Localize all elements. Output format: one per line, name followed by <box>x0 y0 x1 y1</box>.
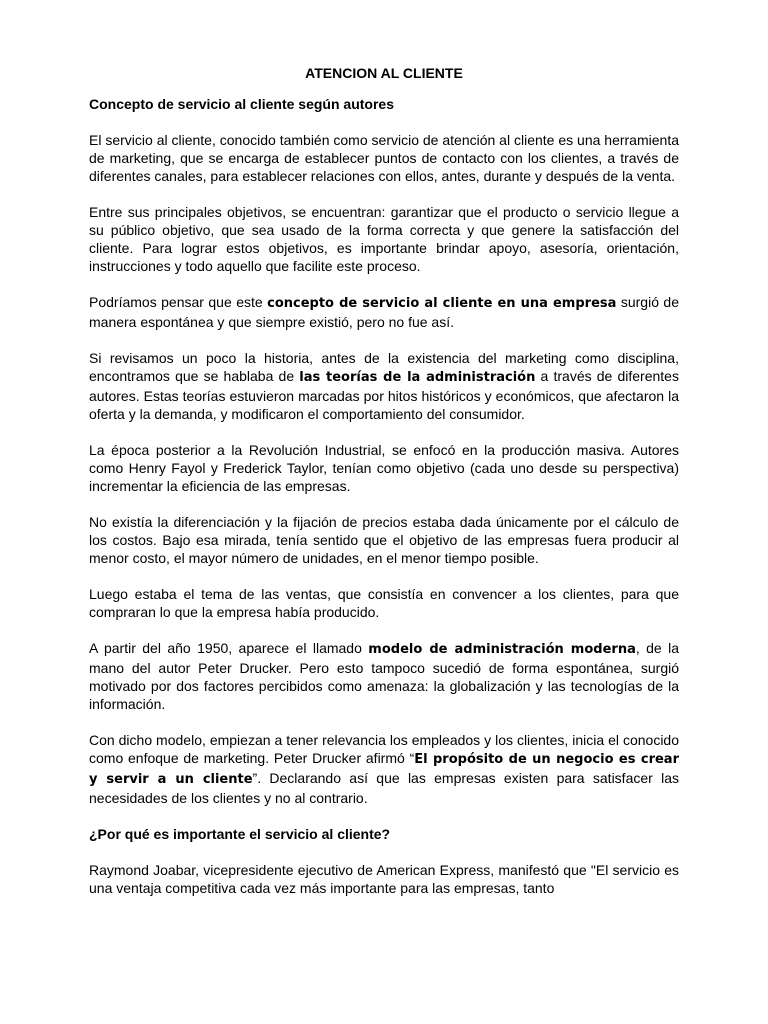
paragraph-4-text-a: Si revisamos un poco la historia, antes de la existencia del marketing como disciplina, encontramos que se hablaba de <box>89 350 679 384</box>
paragraph-2: Entre sus principales objetivos, se encuentran: garantizar que el producto o servicio llegue a su público objetivo, que sea usado de la forma correcta y que genere la satisfacción del cliente. Para lograr estos objetivos, es importante brindar apoyo, asesoría, orientación, instrucciones y todo aquello que facilite este proceso. <box>89 204 679 274</box>
paragraph-8-text-a: A partir del año 1950, aparece el llamado <box>89 640 369 656</box>
section-heading-importancia: ¿Por qué es importante el servicio al cliente? <box>89 826 391 842</box>
paragraph-9 <box>89 731 679 807</box>
paragraph-3 <box>89 293 679 331</box>
paragraph-9-text-c: ”. Declarando así que las empresas existen para satisfacer las necesidades de los clientes y no al contrario. <box>89 770 680 806</box>
document-title: ATENCION AL CLIENTE <box>305 65 463 81</box>
paragraph-8 <box>89 639 679 713</box>
paragraph-9-text-a: Con dicho modelo, empiezan a tener relevancia los empleados y los clientes, inicia el conocido como enfoque de marketing. Peter Drucker afirmó “ <box>89 732 679 766</box>
paragraph-4-text-c: a través de diferentes autores. Estas teorías estuvieron marcadas por hitos históricos y económicos, que afectaron la oferta y la demanda, y modificaron el comportamiento del consumidor. <box>89 368 679 422</box>
paragraph-4-bold: las teorías de la administración <box>299 370 536 385</box>
paragraph-6: No existía la diferenciación y la fijación de precios estaba dada únicamente por el cálculo de los costos. Bajo esa mirada, tenía sentido que el objetivo de las empresas fuera producir al menor costo, el mayor número de unidades, en el menor tiempo posible. <box>89 514 679 566</box>
section-heading-concepto: Concepto de servicio al cliente según autores <box>89 96 394 112</box>
paragraph-4 <box>89 349 679 423</box>
document-body <box>89 63 679 915</box>
paragraph-7: Luego estaba el tema de las ventas, que consistía en convencer a los clientes, para que compraran lo que la empresa había producido. <box>89 586 679 620</box>
paragraph-8-bold: modelo de administración moderna <box>368 642 636 657</box>
paragraph-3-text-a: Podríamos pensar que este <box>89 294 268 310</box>
paragraph-8-text-c: , de la mano del autor Peter Drucker. Pero esto tampoco sucedió de forma espontánea, surgió motivado por dos factores percibidos como amenaza: la globalización y las tecnologías de la información. <box>89 640 680 712</box>
paragraph-9-bold-quote: El propósito de un negocio es crear y servir a un cliente <box>89 752 679 787</box>
paragraph-3-text-c: surgió de manera espontánea y que siempre existió, pero no fue así. <box>89 294 680 330</box>
paragraph-1: El servicio al cliente, conocido también como servicio de atención al cliente es una herramienta de marketing, que se encarga de establecer puntos de contacto con los clientes, a través de diferentes canales, para establecer relaciones con ellos, antes, durante y después de la venta. <box>89 132 679 184</box>
paragraph-3-bold: concepto de servicio al cliente en una empresa <box>267 296 617 311</box>
paragraph-5: La época posterior a la Revolución Industrial, se enfocó en la producción masiva. Autores como Henry Fayol y Frederick Taylor, tenían como objetivo (cada uno desde su perspectiva) incrementar la eficiencia de las empresas. <box>89 442 679 494</box>
paragraph-10: Raymond Joabar, vicepresidente ejecutivo de American Express, manifestó que "El servicio es una ventaja competitiva cada vez más importante para las empresas, tanto <box>89 862 679 896</box>
